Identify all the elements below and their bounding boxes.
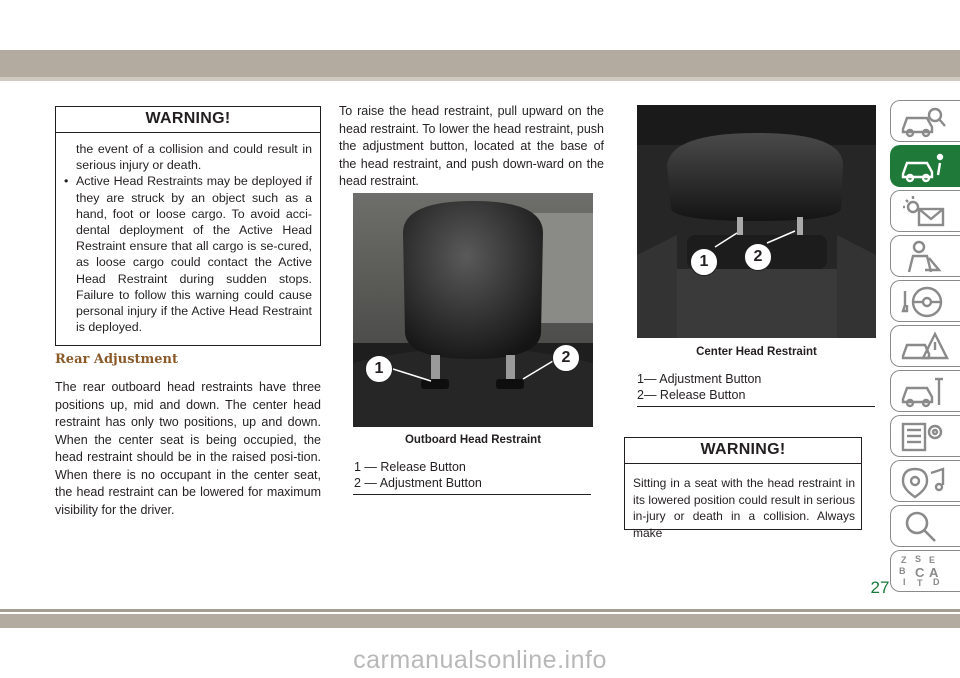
warning-body (56, 133, 320, 335)
tab-index[interactable] (890, 505, 960, 547)
car-info-icon (899, 150, 949, 184)
car-search-icon (899, 105, 949, 139)
index-letter: B (899, 566, 906, 576)
legend-item: 2 — Adjustment Button (354, 476, 482, 490)
footer-band (0, 614, 960, 628)
warning-body: Sitting in a seat with the head restraint in its lowered position could result in serious in-jury or death in a collision. Always make (633, 476, 855, 540)
specifications-gear-icon (899, 420, 949, 454)
multimedia-icon (899, 465, 949, 499)
figure-legend (637, 371, 761, 403)
warning-lights-message-icon (899, 195, 949, 229)
chapter-tab-sidebar (890, 100, 960, 605)
header-band-shadow (0, 77, 960, 81)
index-letter: D (933, 577, 940, 587)
page-number: 27 (870, 578, 890, 597)
index-letter: E (929, 555, 936, 565)
warning-box-continued (55, 106, 321, 346)
tab-safety[interactable] (890, 190, 960, 232)
index-letter: S (915, 554, 922, 564)
outboard-head-restraint-photo (353, 193, 593, 427)
figure-legend (354, 459, 482, 491)
callout-1: 1 (365, 355, 393, 383)
tab-multimedia[interactable] (890, 280, 960, 322)
footer-rule (0, 609, 960, 612)
steering-wheel-icon (899, 285, 949, 319)
tab-servicing-maintenance[interactable] (890, 370, 960, 412)
rear-adjustment-paragraph: The rear outboard head restraints have three positions up, mid and down. The center head restraint has only two positions, up and down. When the center seat is being occupied, the head restraint should be in the raised posi-tion. When there is no occupant in the center seat, the head restraint can be lowered for maximum visibility for the driver. (55, 380, 321, 517)
magnifier-index-icon (899, 510, 949, 544)
tab-in-case-of-emergency[interactable] (890, 325, 960, 367)
legend-item: 1 — Release Button (354, 460, 466, 474)
raise-lower-paragraph: To raise the head restraint, pull upward on the head restraint. To lower the head restraint, push the adjustment button, located at the base of the head restraint, and push down-ward on the head restraint. (339, 104, 604, 188)
legend-item: 1— Adjustment Button (637, 372, 762, 386)
warning-bullet-text: Active Head Restraints may be deployed if they are struck by an object such as a hand, foot or loose cargo. To avoid acci-dental deployment of the Active Head Restraint ensure that all cargo is se-cured, as loose cargo could contact the Active Head Restraint during sudden stops. Failure to follow this warning could cause personal injury if the Active Head Restraint is deployed. (76, 174, 312, 335)
warning-bullet-item (64, 173, 312, 335)
legend-rule (353, 494, 591, 495)
index-letter: A (929, 565, 939, 580)
airbag-safety-icon (899, 240, 949, 274)
figure-caption: Center Head Restraint (696, 346, 817, 358)
tab-customer-assistance[interactable] (890, 460, 960, 502)
index-letter: T (917, 578, 923, 588)
bullet-mark: • (64, 174, 69, 189)
tab-getting-to-know-vehicle[interactable] (890, 100, 960, 142)
tab-starting-operating[interactable] (890, 235, 960, 277)
index-letter: Z (901, 555, 907, 565)
figure-caption: Outboard Head Restraint (404, 434, 542, 446)
center-head-restraint-photo (637, 105, 876, 338)
callout-2: 2 (552, 344, 580, 372)
callout-2: 2 (744, 243, 772, 271)
legend-item: 2— Release Button (637, 388, 746, 402)
index-letters (899, 555, 945, 589)
legend-rule (637, 406, 875, 407)
warning-continued-text: the event of a collision and could result in serious injury or death. (76, 142, 312, 173)
warning-title: WARNING! (625, 438, 861, 464)
index-letter: C (915, 565, 925, 580)
tab-technical-specifications[interactable] (890, 415, 960, 457)
section-title-rear-adjustment: Rear Adjustment (55, 352, 179, 367)
tab-getting-to-know-instrument-panel[interactable] (890, 145, 960, 187)
emergency-triangle-icon (899, 330, 949, 364)
index-letter: I (903, 577, 906, 587)
warning-box (624, 437, 862, 540)
warning-title: WARNING! (56, 107, 320, 133)
car-service-icon (899, 375, 949, 409)
watermark: carmanualsonline.info (353, 646, 607, 674)
callout-1: 1 (690, 248, 718, 276)
tab-alphabetical-index[interactable] (890, 550, 960, 592)
header-band (0, 50, 960, 77)
